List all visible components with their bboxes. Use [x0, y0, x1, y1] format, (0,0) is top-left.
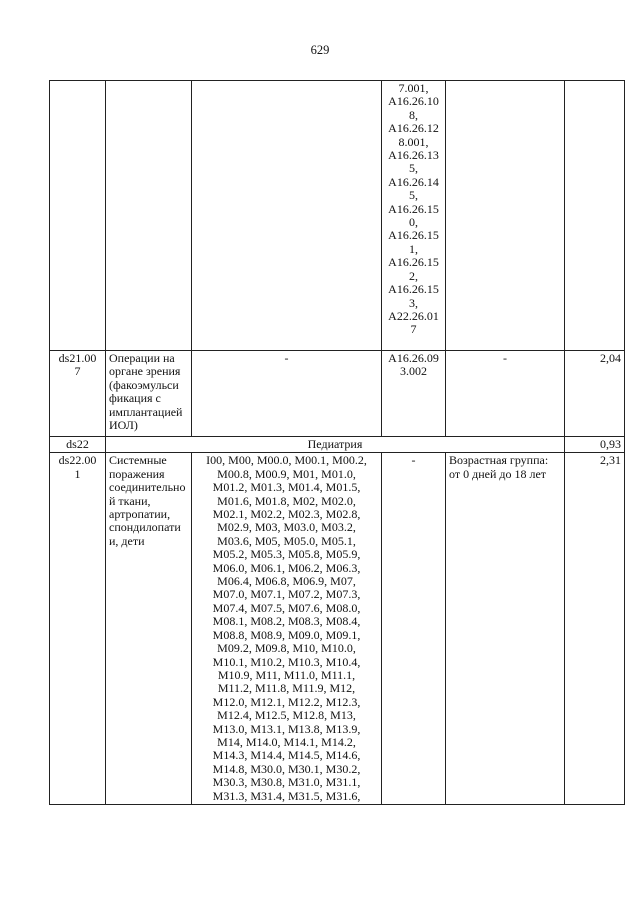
row-code-cell [50, 81, 106, 351]
other-criteria-cell [446, 81, 565, 351]
group-title-cell: Педиатрия [106, 437, 565, 453]
row-name-cell: Операции на органе зрения (факоэмульси фикация с имплантацией ИОЛ) [106, 351, 192, 437]
coefficient-cell: 2,04 [565, 351, 625, 437]
group-code-cell: ds22 [50, 437, 106, 453]
group-row [50, 437, 625, 453]
service-codes-cell: 7.001, A16.26.10 8, A16.26.12 8.001, A16.26.13 5, A16.26.14 5, A16.26.15 0, A16.26.15 1, A16.26.15 2, A16.26.15 3, A22.26.01 7 [382, 81, 446, 351]
table-row [50, 351, 625, 437]
diagnosis-codes-cell: - [192, 351, 382, 437]
table-row [50, 81, 625, 351]
other-criteria-cell: Возрастная группа: от 0 дней до 18 лет [446, 453, 565, 805]
table-row [50, 453, 625, 805]
service-codes-cell: - [382, 453, 446, 805]
other-criteria-cell: - [446, 351, 565, 437]
page-number: 629 [310, 43, 330, 57]
group-coefficient-cell: 0,93 [565, 437, 625, 453]
tariff-table [49, 80, 625, 805]
row-code-cell: ds22.00 1 [50, 453, 106, 805]
diagnosis-codes-cell: I00, M00, M00.0, M00.1, M00.2, M00.8, M00.9, M01, M01.0, M01.2, M01.3, M01.4, M01.5, M01.6, M01.8, M02, M02.0, M02.1, M02.2, M02.3, M02.8, M02.9, M03, M03.0, M03.2, M03.6, M05, M05.0, M05.1, M05.2, M05.3, M05.8, M05.9, M06.0, M06.1, M06.2, M06.3, M06.4, M06.8, M06.9, M07, M07.0, M07.1, M07.2, M07.3, M07.4, M07.5, M07.6, M08.0, M08.1, M08.2, M08.3, M08.4, M08.8, M08.9, M09.0, M09.1, M09.2, M09.8, M10, M10.0, M10.1, M10.2, M10.3, M10.4, M10.9, M11, M11.0, M11.1, M11.2, M11.8, M11.9, M12, M12.0, M12.1, M12.2, M12.3, M12.4, M12.5, M12.8, M13, M13.0, M13.1, M13.8, M13.9, M14, M14.0, M14.1, M14.2, M14.3, M14.4, M14.5, M14.6, M14.8, M30.0, M30.1, M30.2, M30.3, M30.8, M31.0, M31.1, M31.3, M31.4, M31.5, M31.6, [192, 453, 382, 805]
coefficient-cell [565, 81, 625, 351]
coefficient-cell: 2,31 [565, 453, 625, 805]
row-name-cell: Системные поражения соединительно й ткани, артропатии, спондилопати и, дети [106, 453, 192, 805]
diagnosis-codes-cell [192, 81, 382, 351]
row-name-cell [106, 81, 192, 351]
service-codes-cell: A16.26.09 3.002 [382, 351, 446, 437]
row-code-cell: ds21.00 7 [50, 351, 106, 437]
